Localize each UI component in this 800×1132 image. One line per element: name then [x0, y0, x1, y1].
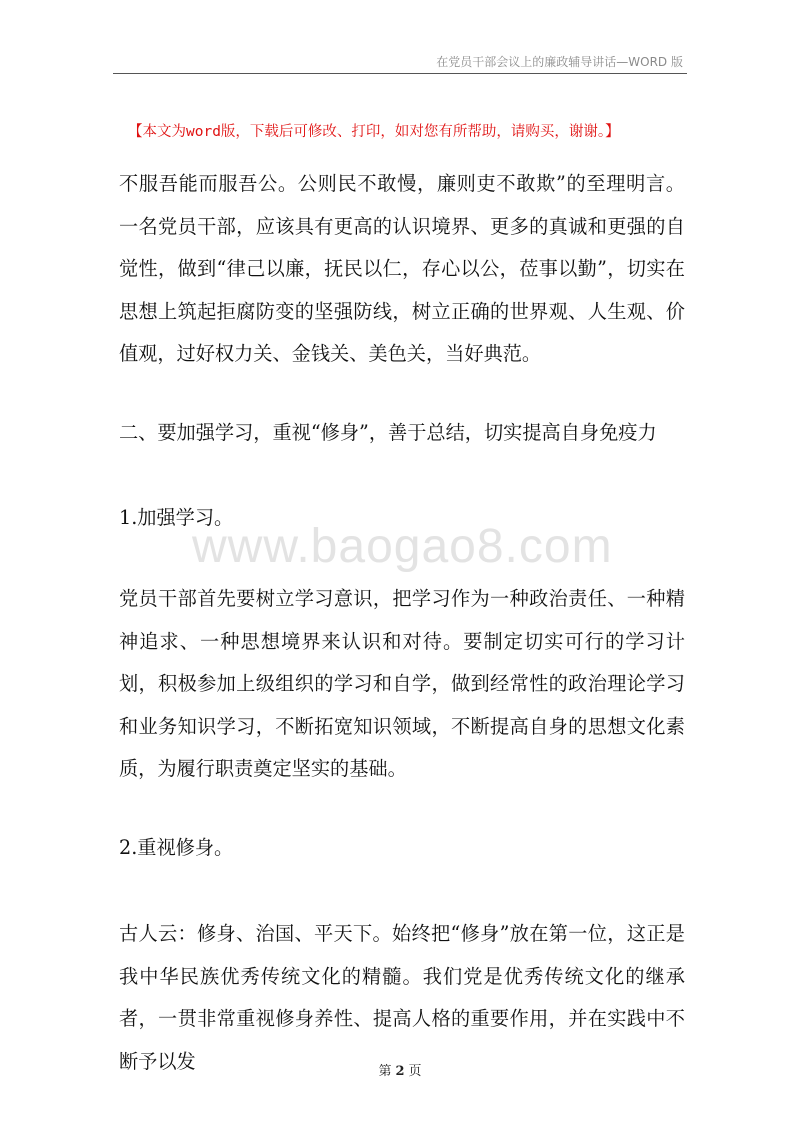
download-notice: 【本文为word版，下载后可修改、打印，如对您有所帮助，请购买，谢谢。】: [128, 124, 620, 140]
subheading-self-cultivation: 2.重视修身。: [119, 836, 234, 859]
body-paragraph-2: 党员干部首先要树立学习意识，把学习作为一种政治责任、一种精神追求、一种思想境界来认识和对待。要制定切实可行的学习计划，积极参加上级组织的学习和自学，做到经常性的政治理论学习和业务知识学习，不断拓宽知识领域，不断提高自身的思想文化素质，为履行职责奠定坚实的基础。: [119, 587, 685, 780]
page-footer: [0, 1060, 800, 1079]
body-paragraph-1: 不服吾能而服吾公。公则民不敢慢，廉则吏不敢欺”的至理明言。一名党员干部，应该具有更高的认识境界、更多的真诚和更强的自觉性，做到“律己以廉，抚民以仁，存心以公，莅事以勤”，切实在思想上筑起拒腐防变的坚强防线，树立正确的世界观、人生观、价值观，过好权力关、金钱关、美色关，当好典范。: [119, 172, 685, 365]
section-heading: 二、要加强学习，重视“修身”，善于总结，切实提高自身免疫力: [119, 421, 657, 444]
body-paragraph-3: 古人云：修身、治国、平天下。始终把“修身”放在第一位，这正是我中华民族优秀传统文化的精髓。我们党是优秀传统文化的继承者，一贯非常重视修身养性、提高人格的重要作用，并在实践中不断予以发: [119, 922, 685, 1073]
page-number: 2: [395, 1064, 405, 1079]
watermark: www.baogao8.com: [192, 520, 613, 573]
header-divider: [113, 73, 687, 74]
subheading-study: 1.加强学习。: [119, 506, 234, 529]
footer-suffix: 页: [408, 1064, 422, 1079]
page-header-title: 在党员干部会议上的廉政辅导讲话—WORD 版: [436, 55, 683, 69]
footer-prefix: 第: [378, 1064, 392, 1079]
